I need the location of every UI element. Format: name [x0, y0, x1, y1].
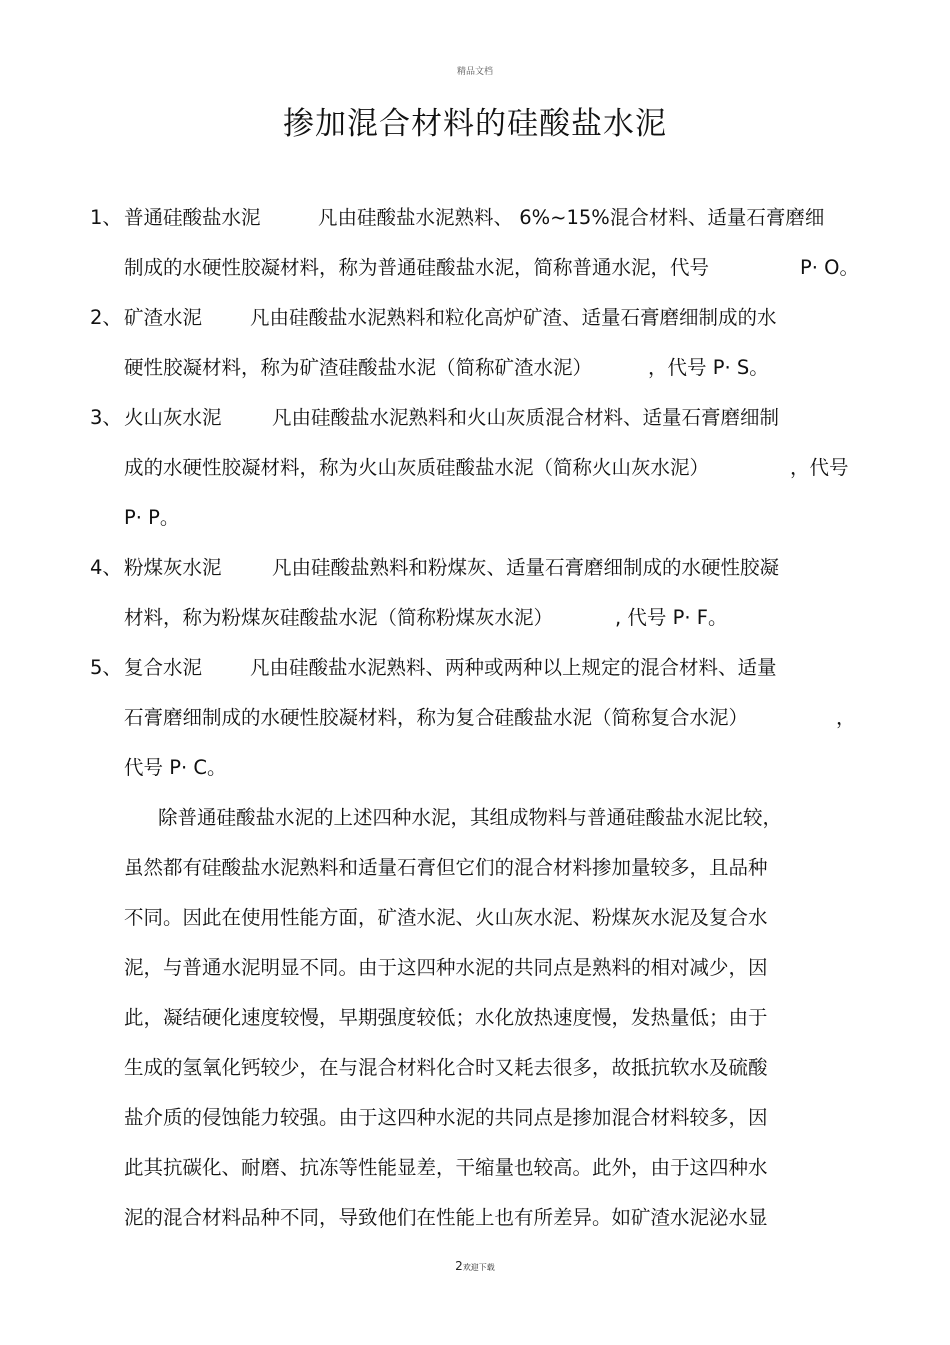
paragraph-line: 虽然都有硅酸盐水泥熟料和适量石膏但它们的混合材料掺加量较多，且品种	[124, 856, 768, 879]
list-item-text: 石膏磨细制成的水硬性胶凝材料，称为复合硅酸盐水泥（简称复合水泥）	[124, 706, 749, 729]
list-item-text: 制成的水硬性胶凝材料，称为普通硅酸盐水泥，简称普通水泥，代号	[124, 256, 710, 279]
paragraph-line: 泥的混合材料品种不同，导致他们在性能上也有所差异。如矿渣水泥泌水显	[124, 1206, 768, 1229]
list-item-term: 粉煤灰水泥	[124, 556, 222, 579]
list-item-code: P· P。	[124, 506, 180, 529]
list-item-number: 5、	[90, 656, 122, 679]
paragraph-line: 泥，与普通水泥明显不同。由于这四种水泥的共同点是熟料的相对减少，因	[124, 956, 768, 979]
list-item-text: 材料，称为粉煤灰硅酸盐水泥（简称粉煤灰水泥）	[124, 606, 554, 629]
paragraph-line: 不同。因此在使用性能方面，矿渣水泥、火山灰水泥、粉煤灰水泥及复合水	[124, 906, 768, 929]
list-item-term: 复合水泥	[124, 656, 203, 679]
document-title: 掺加混合材料的硅酸盐水泥	[283, 106, 667, 142]
list-item-text: 凡由硅酸盐水泥熟料、两种或两种以上规定的混合材料、适量	[250, 656, 777, 679]
footer-text: 欢迎下载	[462, 1263, 495, 1272]
list-item-text: 凡由硅酸盐水泥熟料和粒化高炉矿渣、适量石膏磨细制成的水	[250, 306, 777, 329]
list-item-term: 普通硅酸盐水泥	[124, 206, 261, 229]
list-item-code: 代号 P· C。	[124, 756, 227, 779]
list-item-term: 矿渣水泥	[124, 306, 203, 329]
list-item-number: 1、	[90, 206, 122, 229]
paragraph-line: 此其抗碳化、耐磨、抗冻等性能显差，干缩量也较高。此外，由于这四种水	[124, 1156, 768, 1179]
page-number: 2	[455, 1259, 463, 1273]
paragraph-line: 盐介质的侵蚀能力较强。由于这四种水泥的共同点是掺加混合材料较多，因	[124, 1106, 768, 1129]
paragraph-line: 此，凝结硬化速度较慢，早期强度较低；水化放热速度慢，发热量低；由于	[124, 1006, 768, 1029]
list-item-code: , 代号 P· F。	[615, 606, 728, 629]
list-item-code: ，	[836, 706, 856, 729]
list-item-code: P· O。	[800, 256, 860, 279]
list-item-term: 火山灰水泥	[124, 406, 222, 429]
paragraph-line: 除普通硅酸盐水泥的上述四种水泥，其组成物料与普通硅酸盐水泥比较，	[158, 806, 783, 829]
page-header: 精品文档	[456, 67, 493, 77]
list-item-number: 4、	[90, 556, 122, 579]
list-item-text: 凡由硅酸盐水泥熟料和火山灰质混合材料、适量石膏磨细制	[272, 406, 780, 429]
list-item-code: ，代号	[790, 456, 849, 479]
paragraph-line: 生成的氢氧化钙较少，在与混合材料化合时又耗去很多，故抵抗软水及硫酸	[124, 1056, 768, 1079]
list-item-number: 2、	[90, 306, 122, 329]
list-item-number: 3、	[90, 406, 122, 429]
list-item-text: 凡由硅酸盐熟料和粉煤灰、适量石膏磨细制成的水硬性胶凝	[272, 556, 780, 579]
list-item-code: ，代号 P· S。	[648, 356, 769, 379]
page-footer	[0, 1259, 950, 1273]
list-item-text: 成的水硬性胶凝材料，称为火山灰质硅酸盐水泥（简称火山灰水泥）	[124, 456, 710, 479]
list-item-text: 硬性胶凝材料，称为矿渣硅酸盐水泥（简称矿渣水泥）	[124, 356, 593, 379]
list-item-text: 凡由硅酸盐水泥熟料、 6%~15%混合材料、适量石膏磨细	[318, 206, 825, 229]
